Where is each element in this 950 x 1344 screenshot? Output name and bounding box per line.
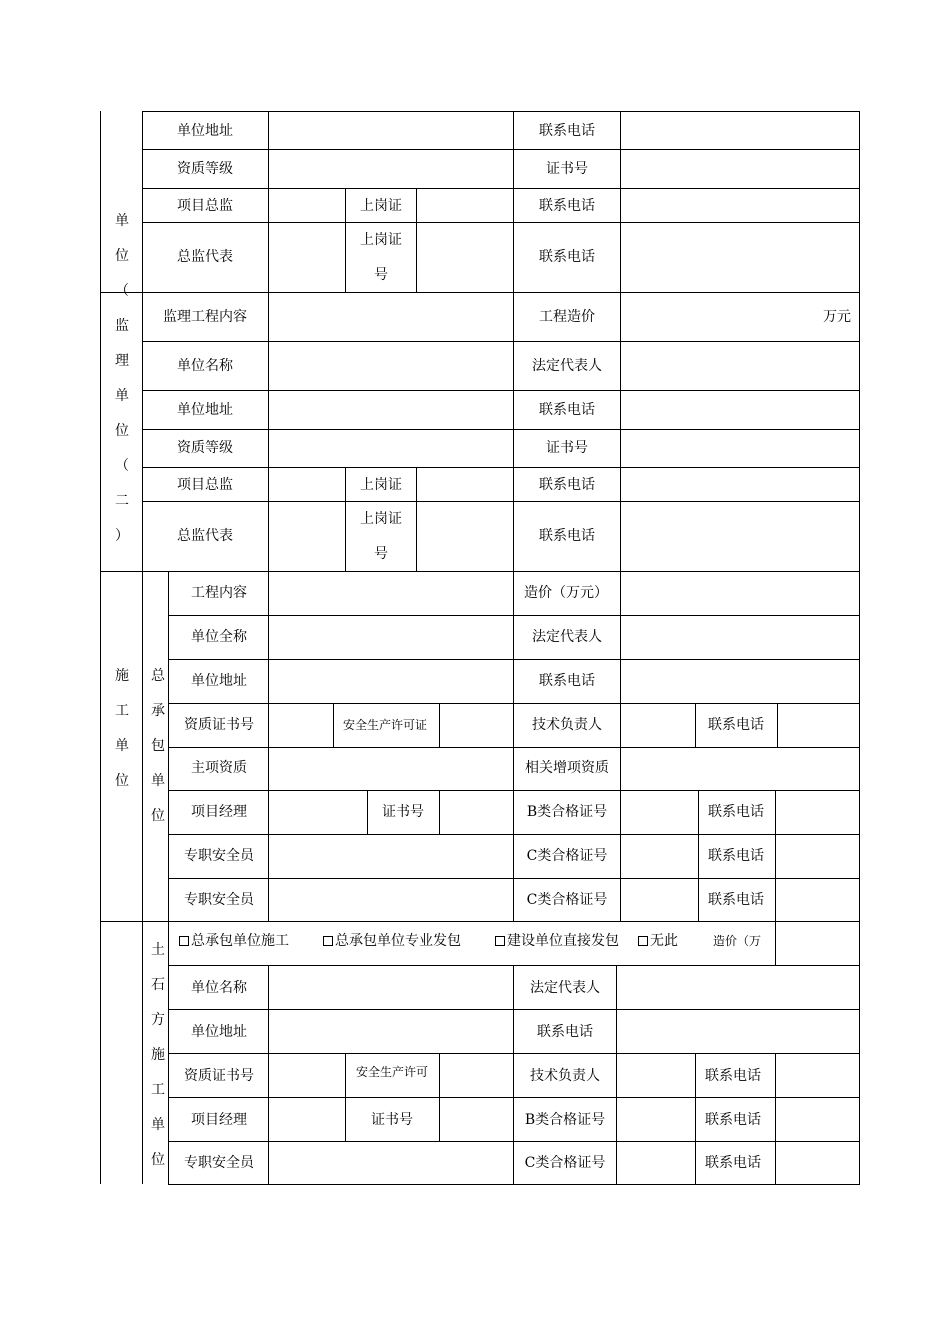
label-project-manager: 项目经理 xyxy=(191,804,247,820)
unit-wan-yuan: 万元 xyxy=(823,309,851,325)
label-phone: 联系电话 xyxy=(705,1155,761,1171)
label-b-cert: B类合格证号 xyxy=(526,804,608,820)
label-cert-no: 证书号 xyxy=(546,440,588,456)
label-cost-cut: 造价（万 xyxy=(712,934,762,948)
label-post-cert-no: 上岗证 xyxy=(360,232,402,248)
label-phone: 联系电话 xyxy=(537,1024,593,1040)
label-address: 单位地址 xyxy=(191,1024,247,1040)
label-tech-lead: 技术负责人 xyxy=(530,1068,600,1084)
checkbox-icon[interactable] xyxy=(495,936,505,946)
label-post-cert-no: 号 xyxy=(374,267,388,283)
label-full-name: 单位全称 xyxy=(191,629,247,645)
supervision-unit-vertical-label: 单 位 （ 监 理 单 位 （ 二 ） xyxy=(115,213,129,544)
label-c-cert: C类合格证号 xyxy=(526,892,608,908)
option-none[interactable]: 无此 xyxy=(638,933,678,949)
earthwork-unit-vertical-label: 土 石 方 施 工 单 位 xyxy=(151,942,165,1168)
label-qual-cert: 资质证书号 xyxy=(184,1068,254,1084)
label-tech-lead: 技术负责人 xyxy=(532,717,602,733)
label-phone: 联系电话 xyxy=(705,1112,761,1128)
label-chief-rep: 总监代表 xyxy=(177,249,233,265)
label-phone: 联系电话 xyxy=(539,477,595,493)
label-c-cert: C类合格证号 xyxy=(524,1155,606,1171)
label-unit-name: 单位名称 xyxy=(191,980,247,996)
construction-unit-vertical-label: 施 工 单 位 xyxy=(115,668,129,789)
label-b-cert: B类合格证号 xyxy=(524,1112,606,1128)
label-chief-rep: 总监代表 xyxy=(177,528,233,544)
label-qualification: 资质等级 xyxy=(177,161,233,177)
label-phone: 联系电话 xyxy=(539,198,595,214)
label-extra-qual: 相关增项资质 xyxy=(525,760,609,776)
label-phone: 联系电话 xyxy=(708,717,764,733)
label-chief-supervisor: 项目总监 xyxy=(177,477,233,493)
label-legal-rep: 法定代表人 xyxy=(532,358,602,374)
label-cert-no: 证书号 xyxy=(371,1112,413,1128)
label-unit-name: 单位名称 xyxy=(177,358,233,374)
label-safety-officer: 专职安全员 xyxy=(184,1155,254,1171)
label-phone: 联系电话 xyxy=(539,673,595,689)
label-work-content: 工程内容 xyxy=(191,585,247,601)
general-contractor-vertical-label: 总 承 包 单 位 xyxy=(151,668,165,824)
checkbox-icon[interactable] xyxy=(638,936,648,946)
label-cost-wan: 造价（万元） xyxy=(524,585,608,601)
checkbox-icon[interactable] xyxy=(323,936,333,946)
label-project-manager: 项目经理 xyxy=(191,1112,247,1128)
option-gc-subcontract[interactable]: 总承包单位专业发包 xyxy=(323,933,461,949)
label-post-cert: 上岗证 xyxy=(360,477,402,493)
label-cert-no: 证书号 xyxy=(546,161,588,177)
label-qual-cert: 资质证书号 xyxy=(184,717,254,733)
label-phone: 联系电话 xyxy=(539,123,595,139)
label-phone: 联系电话 xyxy=(705,1068,761,1084)
label-legal-rep: 法定代表人 xyxy=(530,980,600,996)
option-owner-direct[interactable]: 建设单位直接发包 xyxy=(495,933,619,949)
label-safety-officer: 专职安全员 xyxy=(184,848,254,864)
label-c-cert: C类合格证号 xyxy=(526,848,608,864)
label-legal-rep: 法定代表人 xyxy=(532,629,602,645)
label-phone: 联系电话 xyxy=(708,804,764,820)
label-qualification: 资质等级 xyxy=(177,440,233,456)
label-phone: 联系电话 xyxy=(708,848,764,864)
label-address: 单位地址 xyxy=(177,123,233,139)
label-safety-permit: 安全生产许可 xyxy=(355,1065,429,1079)
label-phone: 联系电话 xyxy=(539,402,595,418)
label-supervision-content: 监理工程内容 xyxy=(163,309,247,325)
label-post-cert: 上岗证 xyxy=(360,198,402,214)
label-cert-no: 证书号 xyxy=(382,804,424,820)
label-phone: 联系电话 xyxy=(708,892,764,908)
label-safety-permit: 安全生产许可证 xyxy=(342,718,428,732)
option-gc-construct[interactable]: 总承包单位施工 xyxy=(179,933,289,949)
label-address: 单位地址 xyxy=(191,673,247,689)
label-address: 单位地址 xyxy=(177,402,233,418)
label-project-cost: 工程造价 xyxy=(539,309,595,325)
label-chief-supervisor: 项目总监 xyxy=(177,198,233,214)
label-post-cert-no: 号 xyxy=(374,546,388,562)
label-phone: 联系电话 xyxy=(539,528,595,544)
label-main-qual: 主项资质 xyxy=(191,760,247,776)
label-phone: 联系电话 xyxy=(539,249,595,265)
checkbox-icon[interactable] xyxy=(179,936,189,946)
label-safety-officer: 专职安全员 xyxy=(184,892,254,908)
label-post-cert-no: 上岗证 xyxy=(360,511,402,527)
